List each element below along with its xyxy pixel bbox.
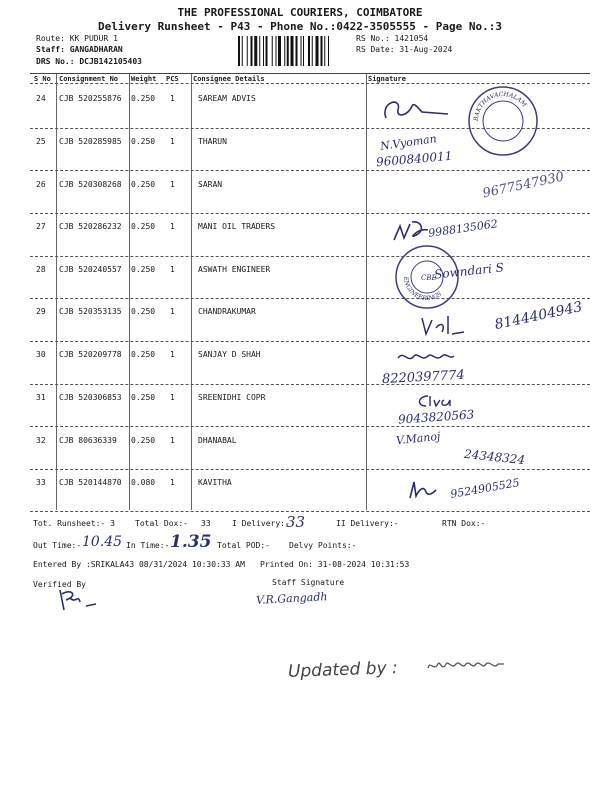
cell-weight: 0.250 [131,307,156,316]
col-divider [129,74,130,510]
cell-weight: 0.250 [131,180,156,189]
cell-consignee: SARAN [198,180,223,189]
row-divider [30,170,590,171]
cell-sno: 30 [36,350,46,359]
stamp-text-mid: ENGINEERINGS [401,276,443,303]
company-title: THE PROFESSIONAL COURIERS, COIMBATORE [177,6,423,19]
barcode-bar [251,36,253,66]
cell-pcs: 1 [170,265,175,274]
i-delivery-label: I Delivery:- [232,519,290,528]
row-divider [30,341,590,342]
cell-weight: 0.250 [131,222,156,231]
cell-pcs: 1 [170,180,175,189]
barcode-bar [321,36,323,66]
cell-sno: 27 [36,222,46,231]
col-header-pcs: PCS [166,75,179,83]
row-divider [30,384,590,385]
stamp-text-inner: CBE [421,274,437,282]
signature-33-phone: 9524905525 [449,476,521,501]
barcode-bar [296,36,298,66]
signature-25-phone: 9600840011 [375,148,453,170]
verified-by-label: Verified By [33,580,86,589]
signature-29-mark [418,312,468,338]
barcode-bar [324,36,325,66]
col-header-weight: Weight [131,75,157,83]
out-time-value: 10.45 [82,534,123,550]
cell-pcs: 1 [170,436,175,445]
barcode-bar [301,36,302,66]
barcode-bar [291,36,294,66]
signature-31-phone: 9043820563 [397,407,475,427]
cell-sno: 24 [36,94,46,103]
cell-consignee: SAREAM ADVIS [198,94,256,103]
cell-consignment: CJB 520240557 [59,265,122,274]
signature-26-phone: 9677547930 [481,169,566,202]
table-top-border [30,73,590,74]
drs-number: DRS No.: DCJB142105403 [36,57,142,66]
signature-28-name: Sowndari S [433,260,505,282]
barcode-bar [242,36,243,66]
cell-consignee: SREENIDHI COPR [198,393,266,402]
cell-consignment: CJB 520144870 [59,478,122,487]
total-dox-value: 33 [201,519,211,528]
row-divider [30,298,590,299]
cell-sno: 32 [36,436,46,445]
signature-33-mark [404,478,440,502]
barcode-bar [308,36,310,66]
updated-by-signature [424,656,508,676]
barcode-bar [272,36,273,66]
staff-signature: V.R.Gangadh [255,590,328,607]
cell-pcs: 1 [170,478,175,487]
barcode-bar [316,36,319,66]
col-header-sno: S No [34,75,51,83]
cell-sno: 28 [36,265,46,274]
total-dox-label: Total Dox:- [135,519,188,528]
barcode-bar [259,36,260,66]
col-header-consignment: Consignment No [59,75,119,83]
barcode-bar [303,36,304,66]
barcode-bar [284,36,285,66]
barcode-bar [278,36,281,66]
row-divider [30,256,590,257]
i-delivery-value: 33 [286,513,306,531]
cell-weight: 0.250 [131,137,156,146]
col-header-signature: Signature [368,75,406,83]
signature-30-mark [396,348,456,366]
cell-consignee: SANJAY D SHAH [198,350,261,359]
signature-30-phone: 8220397774 [381,367,466,388]
cell-consignee: DHANABAL [198,436,237,445]
cell-pcs: 1 [170,137,175,146]
signature-32-phone: 24348324 [463,446,526,468]
cell-consignment: CJB 520353135 [59,307,122,316]
staff-signature-label: Staff Signature [272,578,345,587]
barcode-bar [254,36,257,66]
cell-consignee: KAVITHA [198,478,232,487]
cell-consignment: CJB 80636339 [59,436,117,445]
barcode-bar [266,36,268,66]
cell-consignee: MANI OIL TRADERS [198,222,276,231]
cell-sno: 29 [36,307,46,316]
rs-date: RS Date: 31-Aug-2024 [356,45,453,54]
cell-consignment: CJB 520209778 [59,350,122,359]
signature-32-name: V.Manoj [395,429,442,448]
cell-consignment: CJB 520308268 [59,180,122,189]
row-divider [30,511,590,512]
signature-25-name: N.Vyoman [379,132,438,153]
barcode-bar [247,36,248,66]
cell-consignee: CHANDRAKUMAR [198,307,256,316]
company-stamp [466,84,540,158]
cell-weight: 0.250 [131,350,156,359]
barcode-bar [238,36,240,66]
cell-consignment: CJB 520285985 [59,137,122,146]
signature-31-mark [414,392,454,410]
rtn-dox-label: RTN Dox:- [442,519,486,528]
total-pod-label: Total POD:- [217,541,270,550]
route-label: Route: KK PUDUR 1 [36,34,118,43]
cell-consignee: THARUN [198,137,227,146]
cell-sno: 33 [36,478,46,487]
cell-weight: 0.250 [131,94,156,103]
barcode-bar [312,36,313,66]
ii-delivery-label: II Delivery:- [336,519,399,528]
stamp-text-top: BAKTHAVACHALAM [472,90,528,122]
out-time-label: Out Time:- [33,541,82,550]
staff-label: Staff: GANGADHARAN [36,45,123,54]
verified-signature [56,588,100,614]
signature-27-phone: 9988135062 [427,217,499,240]
cell-sno: 26 [36,180,46,189]
barcode-bar [276,36,277,66]
updated-by-note: Updated by : [287,658,399,682]
col-divider [366,74,367,510]
cell-consignment: CJB 520306853 [59,393,122,402]
cell-weight: 0.250 [131,436,156,445]
cell-consignment: CJB 520286232 [59,222,122,231]
row-divider [30,213,590,214]
entered-by: Entered By :SRIKALA43 08/31/2024 10:30:33 AM [33,560,245,569]
col-divider [191,74,192,510]
signature-29-phone: 8144404943 [493,298,584,334]
cell-pcs: 1 [170,222,175,231]
cell-pcs: 1 [170,94,175,103]
signature-27-mark [392,218,432,244]
barcode-bar [287,36,289,66]
row-divider [30,426,590,427]
runsheet-title: Delivery Runsheet - P43 - Phone No.:0422-3505555 - Page No.:3 [98,20,502,33]
cell-pcs: 1 [170,350,175,359]
cell-weight: 0.080 [131,478,156,487]
signature-24 [378,92,458,126]
row-divider [30,469,590,470]
total-runsheet: Tot. Runsheet:- 3 [33,519,115,528]
barcode [238,36,360,66]
cell-weight: 0.250 [131,265,156,274]
barcode-bar [263,36,264,66]
in-time-label: In Time:- [126,541,170,550]
cell-pcs: 1 [170,307,175,316]
rs-number: RS No.: 1421054 [356,34,429,43]
cell-weight: 0.250 [131,393,156,402]
col-divider [56,74,57,510]
col-header-consignee: Consignee Details [193,75,265,83]
in-time-value: 1.35 [170,532,212,552]
cell-sno: 25 [36,137,46,146]
delivery-points-label: Delvy Points:- [289,541,357,550]
cell-sno: 31 [36,393,46,402]
printed-on: Printed On: 31-08-2024 10:31:53 [260,560,410,569]
cell-consignment: CJB 520255876 [59,94,122,103]
cell-consignee: ASWATH ENGINEER [198,265,271,274]
barcode-bar [328,36,329,66]
cell-pcs: 1 [170,393,175,402]
